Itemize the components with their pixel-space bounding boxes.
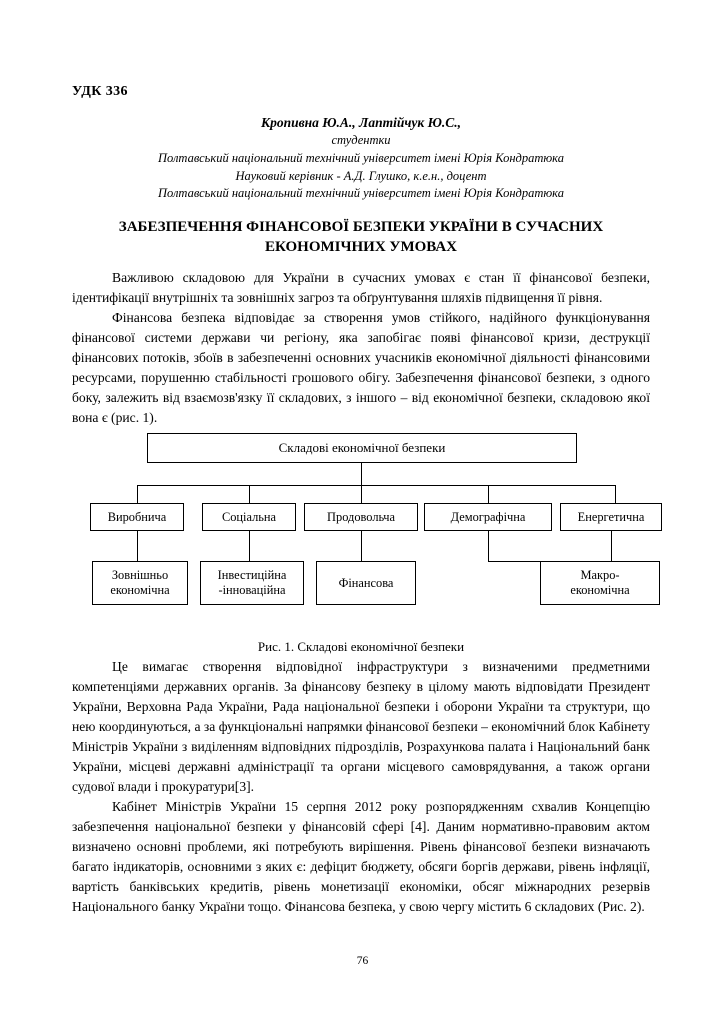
connector-rise-1: [137, 531, 138, 561]
diagram-node-makroekonomichna: [540, 561, 660, 605]
paragraph-intro: Важливою складовою для України в сучасних умовах є стан її фінансової безпеки, ідентифікації внутрішніх та зовнішніх загроз та обґрунтування шляхів підвищення її рівня.: [72, 269, 650, 305]
node-line-2: економічна: [110, 583, 170, 598]
connector-drop-4: [488, 485, 489, 503]
diagram-root-node: Складові економічної безпеки: [147, 433, 577, 463]
affiliation-primary: Полтавський національний технічний університет імені Юрія Кондратюка: [158, 150, 564, 165]
diagram-node-energetychna: Енергетична: [560, 503, 662, 531]
connector-rise-3: [361, 531, 362, 561]
diagram-node-zovnishnoekonomichna: [92, 561, 188, 605]
connector-root-vertical: [361, 463, 362, 485]
supervisor-line: Науковий керівник - А.Д. Глушко, к.е.н., доцент: [235, 168, 487, 183]
figure-caption: Рис. 1. Складові економічної безпеки: [257, 639, 465, 655]
diagram-node-investytsiyna: [200, 561, 304, 605]
node-line-1: Інвестиційна: [217, 567, 287, 582]
node-line-1: Фінансова: [338, 575, 394, 590]
author-role: студентки: [331, 133, 391, 148]
page-content: [72, 84, 650, 917]
connector-drop-3: [361, 485, 362, 503]
paragraph-infrastructure: Це вимагає створення відповідної інфраструктури з визначеними предметними компетенціями державних органів. За фінансову безпеку в цілому мають відповідати Президент України, Верховна Рада України, Рада національної безпеки і оборони України та структури, що нею координуються, а за функціональні напрямки фінансової безпеки – економічний блок Кабінету Міністрів України з виділенням відповідних підрозділів, Розрахункова палата і Національний банк України, місцеві державні адміністрації та органи місцевого самоврядування, а також органи судової влади і прокуратури[3].: [72, 659, 650, 795]
diagram-node-demografichna: Демографічна: [424, 503, 552, 531]
paragraph-definition: Фінансова безпека відповідає за створення умов стійкого, надійного функціонування фінансової системи держави чи регіону, яка запобігає появі фінансової кризи, деструкції фінансових потоків, збоїв в забезпеченні основних учасників економічної діяльності фінансовими ресурсами, порушенню стабільності грошового обігу. Забезпечення фінансової безпеки, з одного боку, залежить від взаємозв'язку її складових, з іншого – від економічної безпеки, складовою якої вона є (рис. 1).: [72, 309, 650, 425]
connector-rise-4: [488, 531, 489, 561]
connector-drop-5: [615, 485, 616, 503]
connector-macro-horizontal: [488, 561, 540, 562]
page-number: 76: [356, 955, 369, 967]
connector-drop-1: [137, 485, 138, 503]
economic-security-diagram: [72, 433, 650, 633]
diagram-node-socialna: Соціальна: [202, 503, 296, 531]
affiliation-secondary: Полтавський національний технічний університет імені Юрія Кондратюка: [158, 186, 564, 201]
paragraph-concept: Кабінет Міністрів України 15 серпня 2012 року розпорядженням схвалив Концепцію забезпечення національної безпеки у фінансовій сфері [4]. Даним нормативно-правовим актом визначено основні проблеми, які потребують вирішення. Рівень фінансової безпеки визначають багато індикаторів, основними з яких є: дефіцит бюджету, обсяги боргів держави, рівень інфляції, вартість банківських кредитів, рівень монетизації економіки, обсяг міжнародних резервів Національного банку України тощо. Фінансова безпека, у свою чергу містить 6 складових (Рис. 2).: [72, 799, 650, 915]
connector-rise-5: [611, 531, 612, 561]
node-line-2: -інноваційна: [218, 583, 286, 598]
diagram-node-prodovolcha: Продовольча: [304, 503, 418, 531]
diagram-node-vyrobnycha: Виробнича: [90, 503, 184, 531]
article-title: ЗАБЕЗПЕЧЕННЯ ФІНАНСОВОЇ БЕЗПЕКИ УКРАЇНИ В СУЧАСНИХ ЕКОНОМІЧНИХ УМОВАХ: [118, 219, 604, 256]
node-line-1: Макро-: [580, 567, 620, 582]
diagram-node-finansova: [316, 561, 416, 605]
node-line-2: економічна: [570, 583, 630, 598]
connector-drop-2: [249, 485, 250, 503]
connector-rise-2: [249, 531, 250, 561]
node-line-1: Зовнішньо: [111, 567, 169, 582]
udk-code: УДК 336: [72, 84, 128, 99]
connector-level1-bus: [137, 485, 615, 486]
authors-line: Кропивна Ю.А., Лаптійчук Ю.С.,: [260, 115, 462, 130]
